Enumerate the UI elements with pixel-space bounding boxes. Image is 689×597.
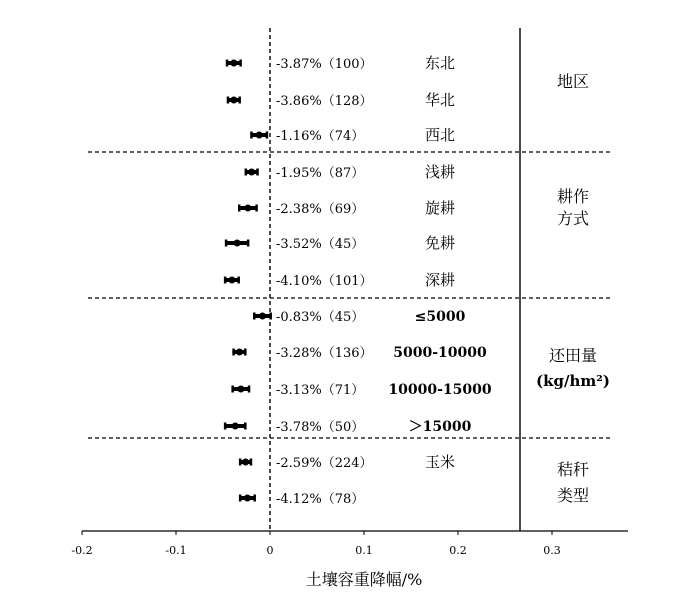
effect-point [244, 205, 251, 212]
category-label: ≤5000 [414, 309, 466, 325]
effect-stat-label: -2.38%（69） [276, 202, 365, 217]
ci-cap-left [253, 313, 256, 320]
ci-cap-left [225, 240, 228, 247]
effect-markers [224, 60, 272, 502]
ci-cap-right [238, 97, 241, 104]
ci-cap-right [256, 169, 259, 176]
ci-cap-left [239, 459, 242, 466]
ci-cap-right [253, 495, 256, 502]
effect-point [230, 60, 237, 67]
effect-stat-label: -3.13%（71） [276, 383, 365, 398]
ci-cap-right [255, 205, 258, 212]
ci-cap-right [244, 349, 247, 356]
ci-cap-left [232, 349, 235, 356]
ci-cap-right [247, 240, 250, 247]
ci-cap-right [239, 60, 242, 67]
category-label: 东北 [424, 54, 456, 72]
category-label: 浅耕 [424, 163, 456, 181]
effect-stat-label: -1.95%（87） [276, 166, 365, 181]
group-label: 类型 [556, 486, 590, 505]
x-tick-label: 0.2 [449, 544, 467, 557]
effect-stat-label: -2.59%（224） [276, 456, 373, 471]
effect-stat-label: -4.10%（101） [276, 274, 373, 289]
group-labels [536, 72, 610, 505]
effect-point [256, 132, 263, 139]
ci-cap-right [269, 313, 272, 320]
ci-cap-left [226, 60, 229, 67]
category-label: 西北 [424, 126, 456, 144]
effect-point [228, 277, 235, 284]
x-tick-label: -0.1 [165, 544, 187, 557]
ci-cap-right [248, 386, 251, 393]
x-axis-label: 土壤容重降幅/% [305, 570, 423, 589]
ci-cap-left [227, 97, 230, 104]
effect-stat-label: -4.12%（78） [276, 492, 365, 507]
category-label: 华北 [424, 91, 456, 109]
effect-point [230, 97, 237, 104]
effect-point [242, 459, 249, 466]
ci-cap-left [239, 495, 242, 502]
effect-stat-label: -3.87%（100） [276, 57, 373, 72]
effect-point [232, 423, 239, 430]
effect-point [234, 240, 241, 247]
effect-stat-label: -3.86%（128） [276, 94, 373, 109]
category-label: 免耕 [424, 234, 456, 252]
ci-cap-left [224, 423, 227, 430]
ci-cap-right [237, 277, 240, 284]
category-label: 深耕 [424, 271, 456, 289]
ci-cap-left [224, 277, 227, 284]
effect-point [236, 349, 243, 356]
ci-cap-left [250, 132, 253, 139]
ci-cap-right [266, 132, 269, 139]
ci-cap-left [231, 386, 234, 393]
group-label: 秸秆 [556, 460, 590, 479]
group-label: 地区 [556, 72, 590, 91]
effect-stat-label: -3.52%（45） [276, 237, 365, 252]
category-label: 5000-10000 [393, 345, 487, 361]
effect-stat-label: -0.83%（45） [276, 310, 365, 325]
x-tick-label: -0.2 [71, 544, 93, 557]
group-label: 方式 [556, 209, 590, 228]
row-labels [276, 54, 492, 507]
effect-point [244, 495, 251, 502]
effect-stat-label: -3.78%（50） [276, 420, 365, 435]
category-label: ＞15000 [408, 419, 472, 435]
ci-cap-right [244, 423, 247, 430]
category-label: 10000-15000 [388, 382, 492, 398]
ci-cap-left [238, 205, 241, 212]
category-label: 玉米 [424, 453, 456, 471]
x-tick-label: 0.1 [355, 544, 373, 557]
x-axis-ticks [71, 531, 560, 557]
effect-stat-label: -3.28%（136） [276, 346, 373, 361]
category-label: 旋耕 [424, 199, 456, 217]
effect-stat-label: -1.16%（74） [276, 129, 365, 144]
group-label: 还田量 [548, 346, 598, 365]
effect-point [248, 169, 255, 176]
group-label: 耕作 [556, 187, 590, 206]
group-label: (kg/hm²) [536, 372, 610, 390]
x-tick-label: 0 [266, 544, 274, 557]
effect-point [237, 386, 244, 393]
ci-cap-left [245, 169, 248, 176]
x-tick-label: 0.3 [543, 544, 561, 557]
ci-cap-right [250, 459, 253, 466]
effect-point [259, 313, 266, 320]
